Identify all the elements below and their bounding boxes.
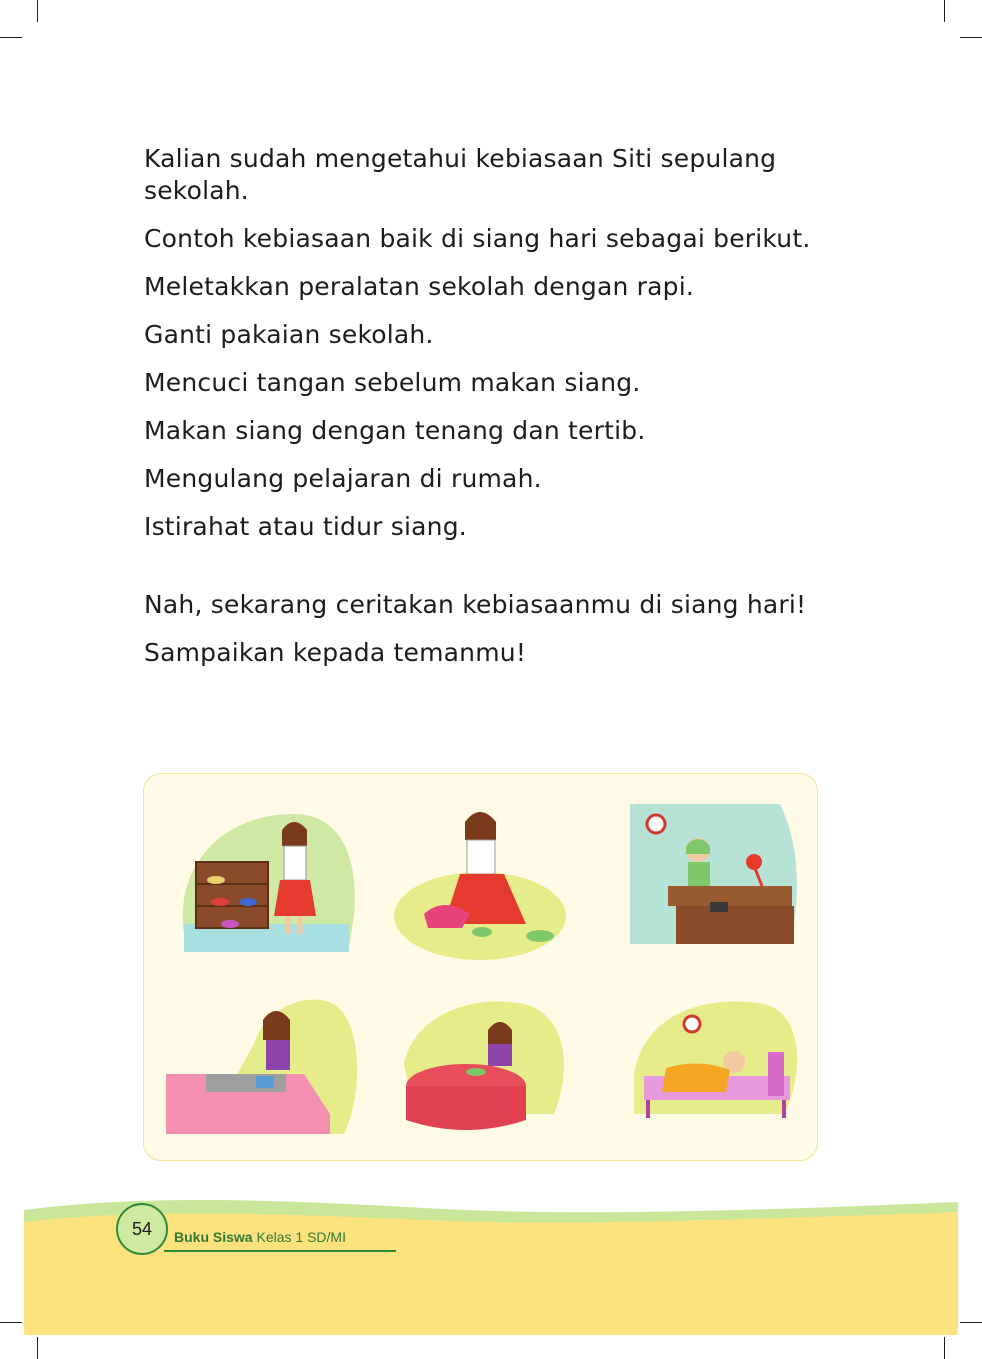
book-title <box>174 1229 346 1245</box>
scene-shoe-rack <box>183 814 355 952</box>
habit-item: Ganti pakaian sekolah. <box>144 320 434 349</box>
footer-band <box>24 1190 958 1335</box>
habit-item: Meletakkan peralatan sekolah dengan rapi. <box>144 272 695 301</box>
footer-underline <box>164 1250 396 1252</box>
book-title-bold: Buku Siswa <box>174 1229 253 1245</box>
prompt-tell: Nah, sekarang ceritakan kebiasaanmu di siang hari! <box>144 590 807 619</box>
crop-mark <box>37 0 38 22</box>
scene-lunch <box>404 1002 564 1131</box>
illustration-panel <box>143 773 818 1161</box>
habit-item: Istirahat atau tidur siang. <box>144 512 467 541</box>
crop-mark <box>0 1322 22 1323</box>
scene-studying <box>630 804 797 944</box>
scene-napping <box>634 1002 797 1118</box>
scene-changing-clothes <box>394 812 566 960</box>
crop-mark <box>944 1337 945 1359</box>
prompt-share: Sampaikan kepada temanmu! <box>144 638 527 667</box>
habit-item: Makan siang dengan tenang dan tertib. <box>144 416 646 445</box>
illustration-svg <box>144 774 817 1160</box>
habit-item: Mencuci tangan sebelum makan siang. <box>144 368 641 397</box>
crop-mark <box>960 37 982 38</box>
crop-mark <box>944 0 945 22</box>
paragraph-intro: Kalian sudah mengetahui kebiasaan Siti sepulang sekolah. <box>144 144 777 205</box>
scene-washing-hands <box>166 1000 357 1134</box>
footer-wave <box>24 1190 958 1335</box>
page-number: 54 <box>116 1203 168 1255</box>
crop-mark <box>960 1322 982 1323</box>
crop-mark <box>0 37 22 38</box>
habit-item: Mengulang pelajaran di rumah. <box>144 464 542 493</box>
body-text <box>144 143 834 685</box>
paragraph-examples: Contoh kebiasaan baik di siang hari sebagai berikut. <box>144 224 811 253</box>
crop-mark <box>37 1337 38 1359</box>
book-title-rest: Kelas 1 SD/MI <box>252 1229 346 1245</box>
